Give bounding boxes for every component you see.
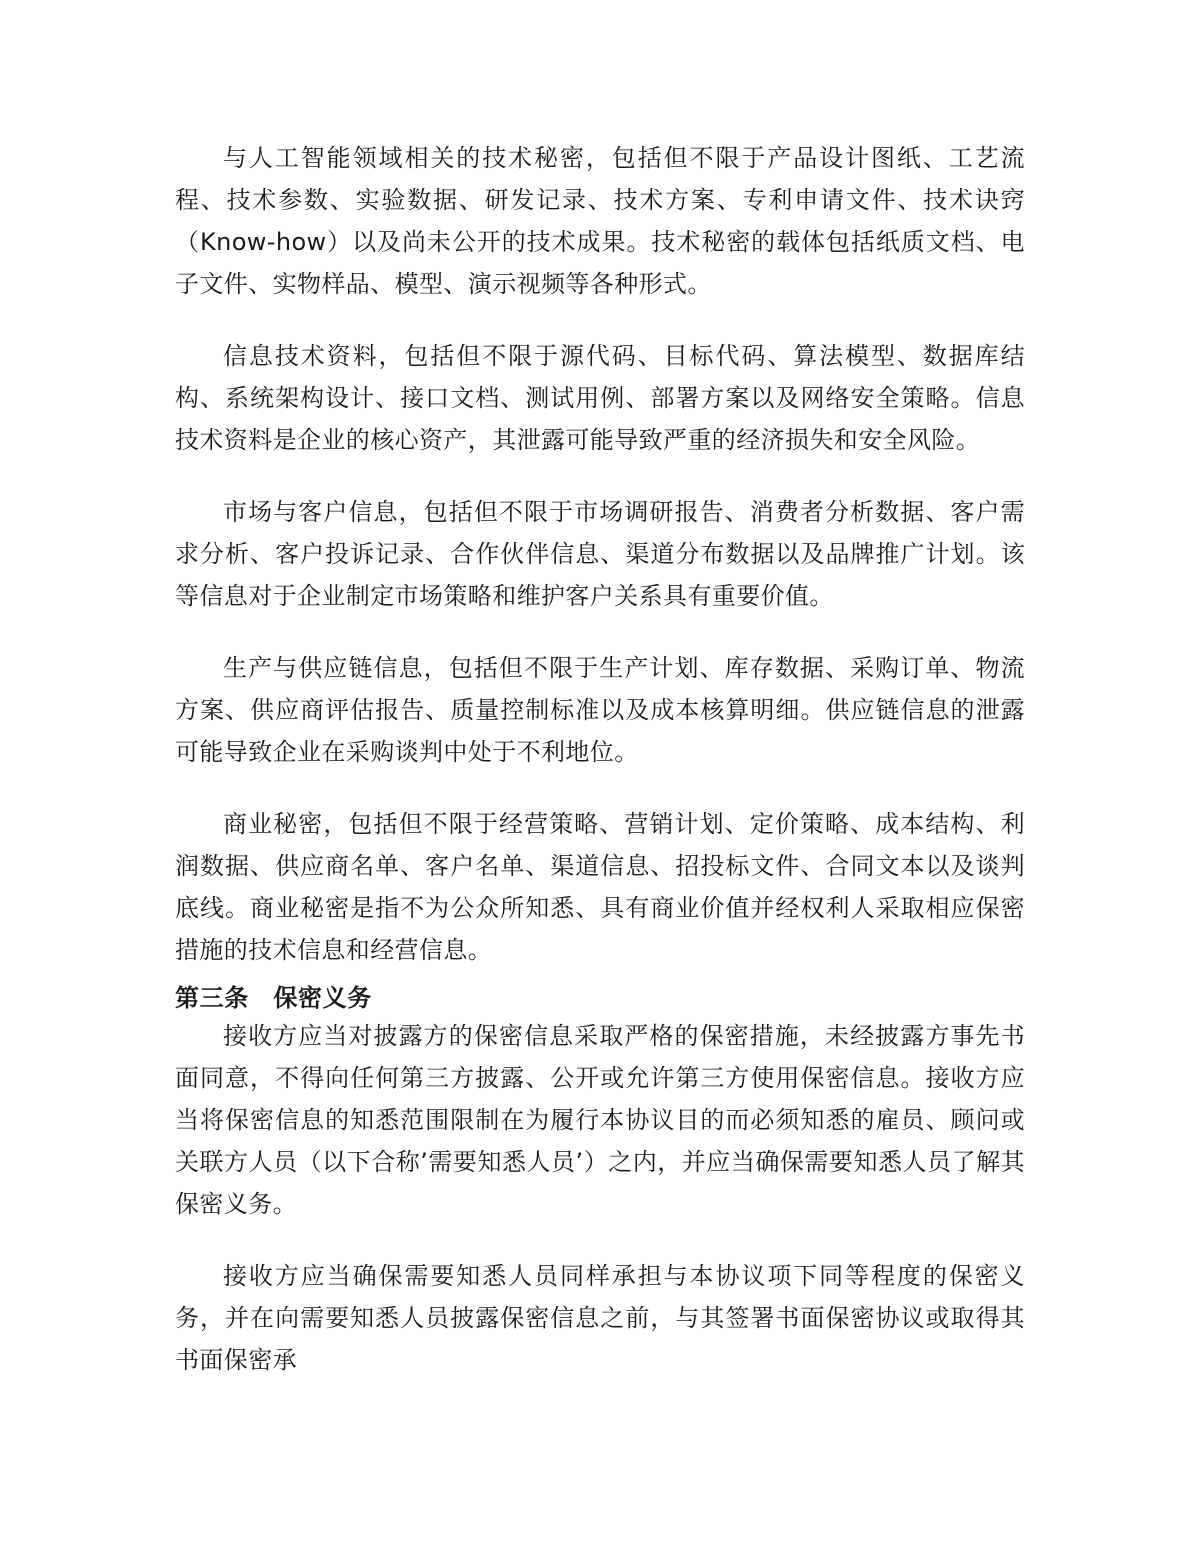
section-heading: 第三条 保密义务 (175, 984, 372, 1012)
paragraph-market-customer-info: 市场与客户信息，包括但不限于市场调研报告、消费者分析数据、客户需求分析、客户投诉记录、合作伙伴信息、渠道分布数据以及品牌推广计划。该等信息对于企业制定市场策略和维护客户关系具有重要价值。 (175, 498, 1025, 610)
document-page (175, 137, 1025, 1381)
paragraph-it-materials: 信息技术资料，包括但不限于源代码、目标代码、算法模型、数据库结构、系统架构设计、接口文档、测试用例、部署方案以及网络安全策略。信息技术资料是企业的核心资产，其泄露可能导致严重的经济损失和安全风险。 (175, 342, 1025, 454)
paragraph-need-to-know-obligations: 接收方应当确保需要知悉人员同样承担与本协议项下同等程度的保密义务，并在向需要知悉人员披露保密信息之前，与其签署书面保密协议或取得其书面保密承 (175, 1262, 1025, 1374)
paragraph-business-secrets: 商业秘密，包括但不限于经营策略、营销计划、定价策略、成本结构、利润数据、供应商名单、客户名单、渠道信息、招投标文件、合同文本以及谈判底线。商业秘密是指不为公众所知悉、具有商业价值并经权利人采取相应保密措施的技术信息和经营信息。 (175, 810, 1025, 964)
paragraph-supply-chain-info: 生产与供应链信息，包括但不限于生产计划、库存数据、采购订单、物流方案、供应商评估报告、质量控制标准以及成本核算明细。供应链信息的泄露可能导致企业在采购谈判中处于不利地位。 (175, 654, 1025, 766)
paragraph-confidentiality-measures: 接收方应当对披露方的保密信息采取严格的保密措施，未经披露方事先书面同意，不得向任何第三方披露、公开或允许第三方使用保密信息。接收方应当将保密信息的知悉范围限制在为履行本协议目的而必须知悉的雇员、顾问或关联方人员（以下合称’需要知悉人员’）之内，并应当确保需要知悉人员了解其保密义务。 (175, 1022, 1025, 1218)
paragraph-technical-secrets: 与人工智能领域相关的技术秘密，包括但不限于产品设计图纸、工艺流程、技术参数、实验数据、研发记录、技术方案、专利申请文件、技术诀窍（Know-how）以及尚未公开的技术成果。技术秘密的载体包括纸质文档、电子文件、实物样品、模型、演示视频等各种形式。 (175, 144, 1025, 298)
